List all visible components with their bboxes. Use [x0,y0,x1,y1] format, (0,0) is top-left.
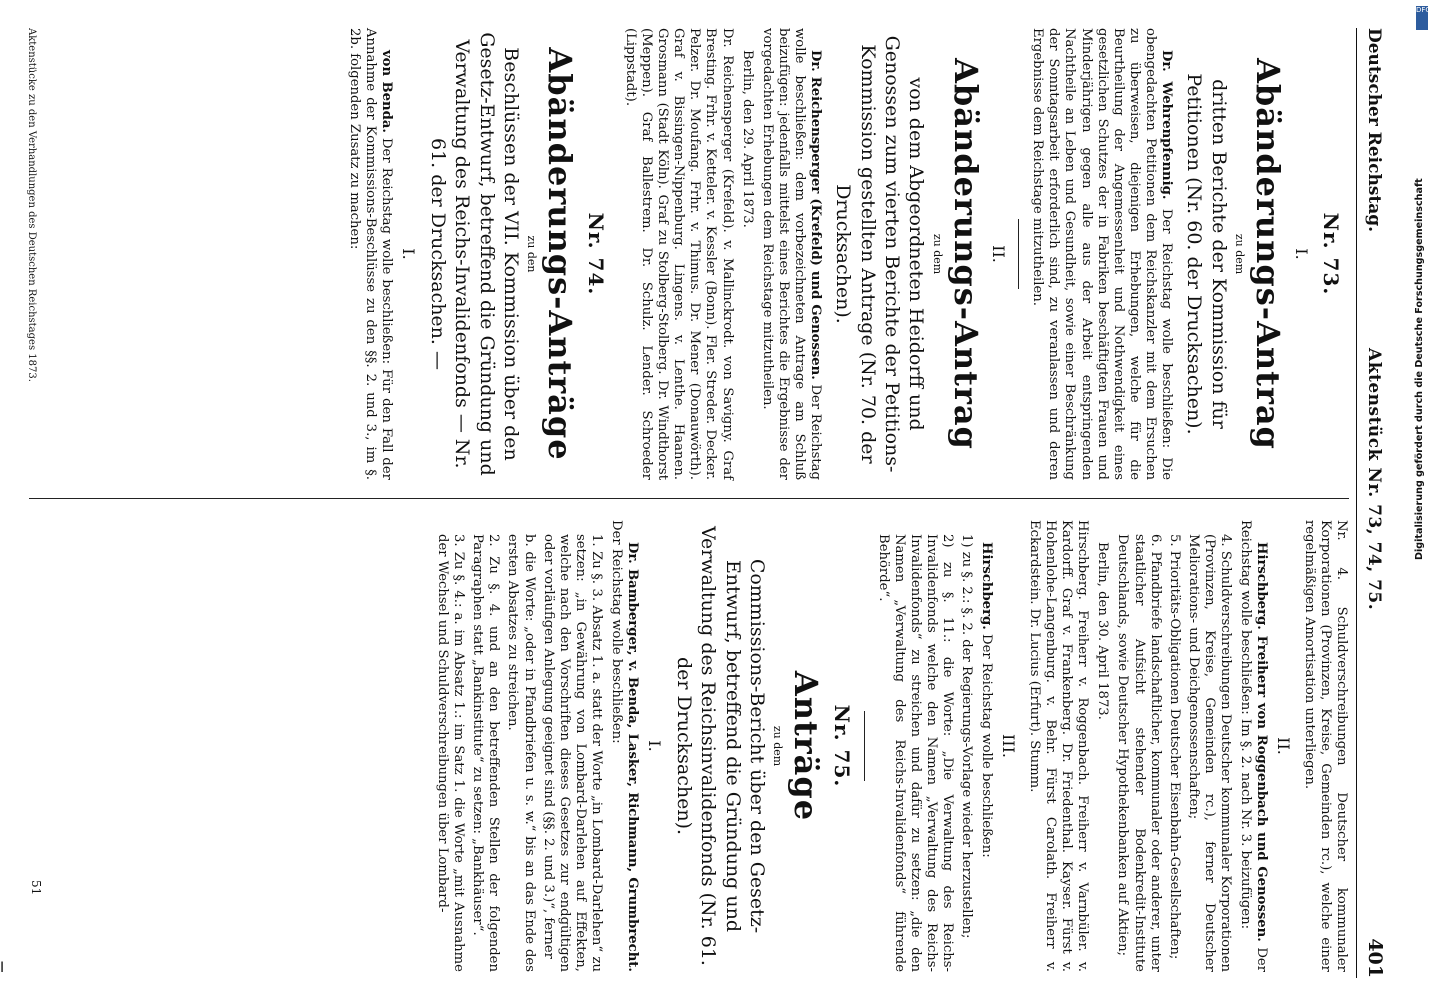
page-number: 401 [1364,938,1387,978]
scanned-page [8,0,1403,1000]
list-item: 6. Pfandbriefe landschaftlicher, kommunaler oder anderer, unter staatlicher Aufsicht stehender Bodenkredit-Institute Deutschlands, sowie Deutscher Hypothekenbanken auf Aktien; [1115,534,1163,972]
footer-note: Aktenstücke zu den Verhandlungen des Deutschen Reichstages 1873. [26,28,37,382]
connector-zu-den: zu den [525,235,539,273]
subtitle-4: Commissions-Bericht über den Gesetz-Entwurf, betreffend die Gründung und Verwaltung des Reichsinvalidenfonds (Nr. 61. der Drucksachen). [672,526,768,966]
list-item: 4. Schuldverschreibungen Deutscher kommunaler Korporationen (Provinzen, Kreise, Gemeinden rc.), ferner Deutscher Meliorations- und Deichgenossenschaften; [1185,534,1234,972]
motion-text: Der Reichstag wolle beschließen: [979,634,995,858]
connector-zu-dem-3: zu dem [771,725,785,767]
motion-reichensperger [759,28,823,480]
header-center: Aktenstück Nr. 73, 74, 75. [1363,348,1384,611]
dfg-funding-note: Digitalisierung gefördert durch die Deutsche Forschungsgemeinschaft [1414,178,1425,560]
list-item: 1) zu §. 2.: §. 2. der Regierungs-Vorlage wieder herzustellen; [959,534,975,939]
heading-abaenderungs-antrag-2: Abänderungs-Antrag [946,58,985,450]
subtitle-1: dritten Berichte der Kommission für Petitionen (Nr. 60. der Drucksachen). [1183,73,1230,435]
list-item: 2) zu §. 11.: die Worte: „Die Verwaltung des Reichs-Invalidenfonds welche den Namen „Verwaltung des Reichs-Invalidenfonds“ zu streichen und dafür zu setzen: „die den Namen „Verwaltung des Reichs-Invalidenfonds“ führende Behörde“. [875,534,956,972]
item-nr-4: Nr. 4. Schuldverschreibungen Deutscher kommunaler Korporationen (Provinzen, Kreise, Gemeinden rc.), welche einer regelmäßigen Amortisation unterliegen. [1301,520,1349,972]
list-item: 1. Zu §. 3. Absatz 1. a. statt der Worte „in Lombard-Darlehen“ zu setzen: „in Gewährung von Lombard-Darlehen auf Effekten, welche nach den Vorschriften dieses Gesetzes zur endgültigen oder vorläufigen Anlegung geeignet sind (§§. 2. und 3.)“, ferner [540,534,604,972]
mover-name: Dr. Reichensperger (Krefeld) und Genossen. [807,50,823,380]
motion-text: Der Reichstag wolle beschließen: dem vorbezeichneten Antrage am Schluß beizufügen: jedenfalls mittelst eines Berichtes die Ergebnisse der vorgedachten Erhebungen dem Reichstage mitzutheilen. [759,28,823,480]
left-column [342,28,1349,480]
motion-list-roggenbach [1114,534,1233,972]
motion-roggenbach [1237,520,1269,972]
section-roman-3: I. [398,248,418,260]
motion-text: Der Reichstag wolle beschließen: [609,520,625,744]
list-item: 2. Zu §. 4. und an den betreffenden Stellen der folgenden Paragraphen statt „Bankinstitute“ zu setzen: „Bankhäuser“. [470,534,502,972]
motion-wehrenpfennig [1029,28,1174,480]
subtitle-2: von dem Abgeordneten Heidorff und Genossen zum vierten Berichte der Petitions-Kommission gestellten Antrage (Nr. 70. der Drucksachen). [832,35,928,473]
doc-number-74: Nr. 74. [583,212,608,296]
mover-name: Dr. Wehrenpfennig. [1159,50,1175,200]
motion-text: Der Reichstag wolle beschließen: Für den Fall der Annahme der Kommissions-Beschlüsse zu den §§. 2. und 3., im §. 2b. folgenden Zusatz zu machen: [347,28,395,480]
separator-rule [1018,219,1019,289]
list-item: 3. Zu §. 4.: a. im Absatz 1.: im Satz 1. die Worte „mit Ausnahme der Wechsel und Schuldverschreibungen über Lombard- [435,534,467,972]
list-item: 5. Prioritäts-Obligationen Deutscher Eisenbahn-Gesellschaften; [1166,534,1182,960]
separator-rule [864,711,865,781]
mover-name: von Benda. [379,50,395,133]
column-divider [29,498,1349,499]
signature-mark: 51 [29,880,43,896]
section-roman-2: II. [989,245,1009,263]
date-line: Berlin, den 30. April 1873. [1095,542,1111,720]
heading-abaenderungs-antraege: Abänderungs-Anträge [541,47,580,461]
mover-name: Dr. Bamberger, v. Benda, Lasker, Richmann, Grumbrecht. [625,542,641,972]
dfg-logo-badge: DFG [1416,6,1428,30]
doc-number-73: Nr. 73. [1319,212,1343,296]
section-roman-1: I. [1291,248,1311,260]
motion-bamberger [608,520,640,972]
heading-abaenderungs-antrag-1: Abänderungs-Antrag [1249,58,1288,450]
section-roman-iii: III. [998,733,1018,759]
running-header [1356,28,1399,978]
heading-antraege: Anträge [787,670,826,822]
connector-zu-dem-1: zu dem [1233,233,1247,275]
doc-number-75: Nr. 75. [829,704,854,788]
rotated-page-content [8,0,1403,1000]
signatories: Hirschberg. Freiherr v. Roggenbach. Freiherr v. Varnbüler. v. Kardorff. Graf v. Frankenberg. Dr. Friedenthal. Kayser. Fürst v. Hohenlohe-Langenburg. v. Behr. Fürst Carolath. Freiherr v. Eckardstein. Dr. Lucius (Erfurt). Stumm. [1026,520,1091,972]
dfg-sidebar [1412,0,1432,1000]
motion-hirschberg [978,520,994,972]
motion-list-hirschberg [875,534,975,972]
right-column [430,520,1349,972]
mover-name: Hirschberg. Freiherr von Roggenbach und Genossen. [1254,542,1270,942]
section-roman-ii: II. [1273,737,1293,755]
connector-zu-dem-2: zu dem [930,233,944,275]
header-left: Deutscher Reichstag. [1363,28,1384,233]
date-line: Berlin, den 29. April 1873. [739,50,755,228]
signatories: Dr. Reichensperger (Krefeld). v. Mallinckrodt. von Savigny. Graf Bresting. Frhr. v. Ketteler. v. Kessler (Bonn). Fler. Streder. Decker. Pelzer. Dr. Moufang. Frhr. v. Thimus. Dr. Mener (Donauwörth). Graf v. Bissingen-Nippenburg. Lingens. v. Lenthe. Haanen. Grosmann (Stadt Köln). Graf zu Stolberg-Stolberg. Dr. Windthorst (Meppen). Graf Ballestrem. Dr. Schulz. Lender. Schroeder (Lippstadt). [622,28,735,480]
motion-list-bamberger [434,534,604,972]
motion-text: Der Reichstag wolle beschließen: Die obengedachten Petitionen dem Reichskanzler mit dem Ersuchen zu überweisen, diejenigen Erhebungen, welche für die Beurtheilung der Angemessenheit und Nothwendigkeit eines gesetzlichen Schutzes der in Fabriken beschäftigten Frauen und Minderjährigen gegen alle aus der Arbeit entspringenden Nachtheile an Leben und Gesundheit, sowie einer Beschränkung der Sonntagsarbeit erforderlich sind, zu veranlassen und deren Ergebnisse dem Reichstage mitzutheilen. [1030,28,1175,480]
edge-mark: I [0,960,5,976]
subtitle-3: Beschlüssen der VII. Kommission über den Gesetz-Entwurf, betreffend die Gründung und Verwaltung des Reichs-Invalidenfonds — Nr. 61. der Drucksachen. — [427,32,523,476]
list-item: b. die Worte: „oder in Pfandbriefen u. s. w.“ bis an das Ende des ersten Absatzes zu streichen. [505,534,537,972]
motion-benda [346,28,394,480]
mover-name: Hirschberg. [979,542,995,630]
motion-text: Der Reichstag wolle beschließen: Im §. 2. nach Nr. 3. beizufügen: [1238,520,1270,972]
section-roman-i: I. [644,740,664,752]
